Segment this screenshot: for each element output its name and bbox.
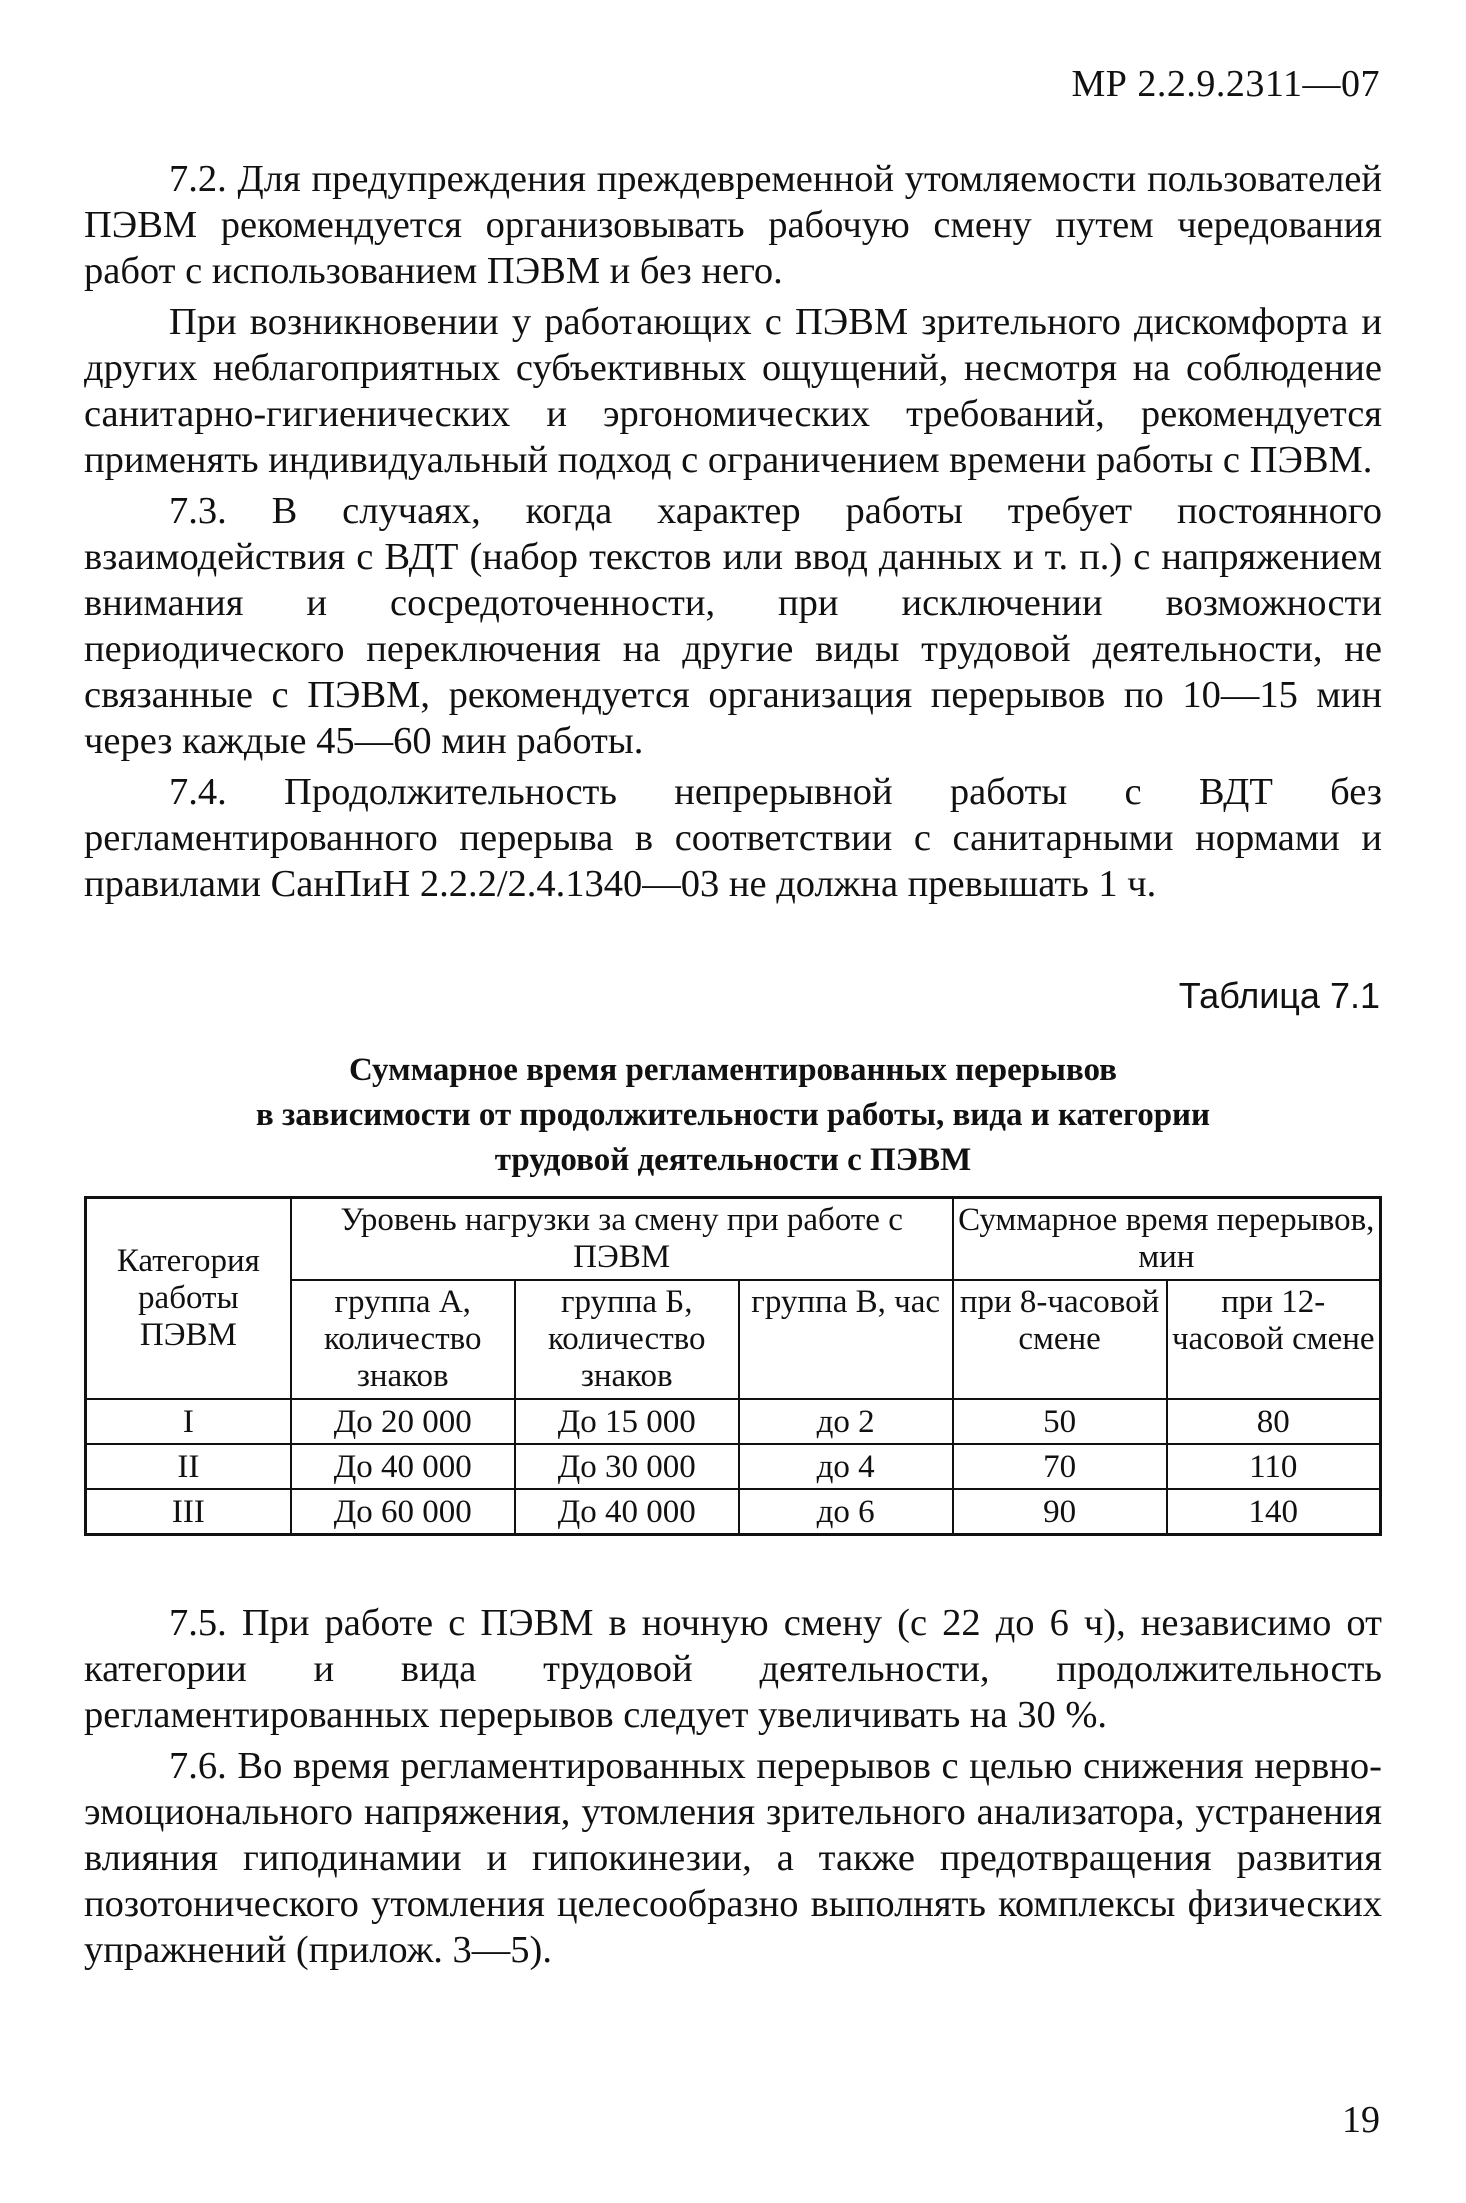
cell-12h-break: 140 [1167,1489,1381,1535]
header-category: Категория работы ПЭВМ [86,1198,291,1400]
header-group-v: группа В, час [739,1280,953,1399]
header-8h-shift: при 8-часовой смене [953,1280,1167,1399]
cell-group-v: до 2 [739,1399,953,1444]
breaks-table [84,1196,1382,1536]
document-code: МР 2.2.9.2311—07 [1071,63,1380,105]
header-group-a: группа А, количество знаков [291,1280,515,1399]
table-title-line: трудовой деятельности с ПЭВМ [494,1142,972,1178]
cell-8h-break: 50 [953,1399,1167,1444]
table-row [86,1489,1381,1535]
header-total-break-time: Суммарное время перерывов, мин [953,1198,1381,1281]
cell-12h-break: 110 [1167,1444,1381,1489]
paragraph-7-4: 7.4. Продолжительность непрерывной работы с ВДТ без регламентированного перерыва в соответствии с санитарными нормами и правилами СанПиН 2.2.2/2.4.1340—03 не должна превышать 1 ч. [84,771,1382,905]
cell-category: III [86,1489,291,1535]
paragraph-7-5: 7.5. При работе с ПЭВМ в ночную смену (с 22 до 6 ч), независимо от категории и вида трудовой деятельности, продолжительность регламентированных перерывов следует увеличивать на 30 %. [84,1602,1382,1736]
cell-category: I [86,1399,291,1444]
table-label: Таблица 7.1 [1178,975,1380,1016]
cell-12h-break: 80 [1167,1399,1381,1444]
paragraph-7-3: 7.3. В случаях, когда характер работы требует постоянного взаимодействия с ВДТ (набор текстов или ввод данных и т. п.) с напряжением внимания и сосредоточенности, при исключении возможности периодического переключения на другие виды трудовой деятельности, не связанные с ПЭВМ, рекомендуется организация перерывов по 10—15 мин через каждые 45—60 мин работы. [84,490,1382,762]
paragraph-7-6: 7.6. Во время регламентированных перерывов с целью снижения нервно-эмоционального напряжения, утомления зрительного анализатора, устранения влияния гиподинамии и гипокинезии, а также предотвращения развития позотонического утомления целесообразно выполнять комплексы физических упражнений (прилож. 3—5). [84,1745,1382,1971]
cell-group-v: до 4 [739,1444,953,1489]
cell-group-a: До 20 000 [291,1399,515,1444]
header-12h-shift: при 12-часовой смене [1167,1280,1381,1399]
header-load-level: Уровень нагрузки за смену при работе с ПЭВМ [291,1198,953,1281]
body-text-top [84,156,1382,912]
cell-category: II [86,1444,291,1489]
table-row [86,1399,1381,1444]
table-row [86,1444,1381,1489]
cell-8h-break: 70 [953,1444,1167,1489]
cell-group-b: До 30 000 [515,1444,739,1489]
cell-group-a: До 60 000 [291,1489,515,1535]
table-title [84,1048,1382,1183]
header-group-b: группа Б, количество знаков [515,1280,739,1399]
paragraph-discomfort: При возникновении у работающих с ПЭВМ зрительного дискомфорта и других неблагоприятных субъективных ощущений, несмотря на соблюдение санитарно-гигиенических и эргономических требований, рекомендуется применять индивидуальный подход с ограничением времени работы с ПЭВМ. [84,301,1382,481]
table-title-line: в зависимости от продолжительности работы, вида и категории [255,1097,1211,1133]
cell-group-v: до 6 [739,1489,953,1535]
table-title-line: Суммарное время регламентированных перерывов [349,1052,1117,1088]
cell-group-a: До 40 000 [291,1444,515,1489]
page-number: 19 [1342,2099,1380,2141]
cell-group-b: До 40 000 [515,1489,739,1535]
body-text-bottom [84,1600,1382,1978]
cell-8h-break: 90 [953,1489,1167,1535]
paragraph-7-2: 7.2. Для предупреждения преждевременной утомляемости пользователей ПЭВМ рекомендуется организовывать рабочую смену путем чередования работ с использованием ПЭВМ и без него. [84,158,1382,292]
cell-group-b: До 15 000 [515,1399,739,1444]
